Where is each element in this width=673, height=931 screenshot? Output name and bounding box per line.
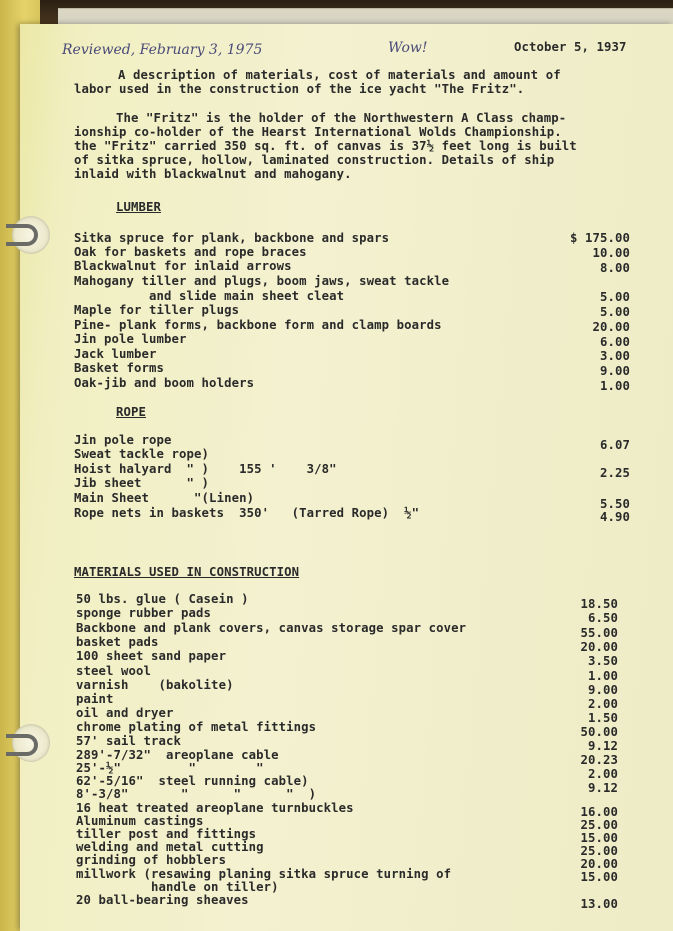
list-item-desc: welding and metal cutting [76, 840, 264, 854]
list-item-desc: 289'-7/32" areoplane cable [76, 748, 279, 762]
list-item-amount: 16.00 [580, 805, 618, 819]
list-item-amount: 13.00 [580, 897, 618, 911]
list-item-desc: Maple for tiller plugs [74, 303, 240, 317]
list-item-desc: 57' sail track [76, 734, 182, 748]
paragraph-line: ionship co-holder of the Hearst International Wolds Championship. [74, 125, 562, 139]
intro-line: labor used in the construction of the ice yacht "The Fritz". [74, 82, 525, 96]
list-item-desc: chrome plating of metal fittings [76, 720, 317, 734]
list-item-desc: Mahogany tiller and plugs, boom jaws, sweat tackle [74, 274, 450, 288]
list-item-amount: 4.90 [599, 510, 630, 524]
list-item-desc: Basket forms [74, 361, 165, 375]
paragraph-line: The "Fritz" is the holder of the Northwestern A Class champ- [116, 111, 567, 125]
list-item-amount: 20.00 [580, 857, 618, 871]
list-item-desc: Rope nets in baskets 350' (Tarred Rope) ½" [74, 506, 420, 520]
list-item-desc: 8'-3/8" " " " ) [76, 787, 317, 801]
list-item-amount: 15.00 [580, 831, 618, 845]
list-item-desc: tiller post and fittings [76, 827, 257, 841]
list-item-amount: 18.50 [580, 597, 618, 611]
list-item-amount: 9.12 [587, 739, 618, 753]
list-item-amount: 6.50 [587, 611, 618, 625]
list-item-desc: oil and dryer [76, 706, 174, 720]
list-item-amount: 8.00 [599, 261, 630, 275]
list-item-amount: 2.00 [587, 767, 618, 781]
list-item-desc: 62'-5/16" steel running cable) [76, 774, 309, 788]
list-item-desc: Jack lumber [74, 347, 157, 361]
list-item-amount: 50.00 [580, 725, 618, 739]
list-item-desc: 50 lbs. glue ( Casein ) [76, 592, 249, 606]
list-item-desc: varnish (bakolite) [76, 678, 234, 692]
list-item-desc: Jib sheet " ) [74, 476, 210, 490]
list-item-desc: and slide main sheet cleat [74, 289, 345, 303]
list-item-desc: sponge rubber pads [76, 606, 212, 620]
document-page [20, 24, 673, 931]
list-item-desc: Pine- plank forms, backbone form and clamp boards [74, 318, 442, 332]
list-item-desc: Backbone and plank covers, canvas storage spar cover [76, 621, 467, 635]
list-item-amount: 25.00 [580, 818, 618, 832]
list-item-amount: 2.25 [599, 466, 630, 480]
list-item-amount: 55.00 [580, 626, 618, 640]
list-item-amount: 9.12 [587, 781, 618, 795]
list-item-amount: 1.50 [587, 711, 618, 725]
handwritten-wow: Wow! [388, 40, 428, 56]
list-item-amount: 6.07 [599, 438, 630, 452]
list-item-desc: Jin pole rope [74, 433, 172, 447]
list-item-desc: Jin pole lumber [74, 332, 187, 346]
list-item-desc: 20 ball-bearing sheaves [76, 893, 249, 907]
intro-line: A description of materials, cost of materials and amount of [118, 68, 561, 82]
list-item-amount: 9.00 [599, 364, 630, 378]
binder-ring [6, 224, 38, 246]
document-date: October 5, 1937 [514, 40, 627, 54]
list-item-desc: steel wool [76, 664, 152, 678]
paragraph-line: of sitka spruce, hollow, laminated construction. Details of ship [74, 153, 555, 167]
list-item-amount: 5.00 [599, 290, 630, 304]
paragraph-line: inlaid with blackwalnut and mahogany. [74, 167, 352, 181]
binder-ring [6, 734, 38, 756]
list-item-desc: Main Sheet "(Linen) [74, 491, 255, 505]
list-item-desc: Hoist halyard " ) 155 ' 3/8" [74, 462, 337, 476]
list-item-desc: handle on tiller) [76, 880, 279, 894]
section-heading-lumber: LUMBER [116, 200, 162, 214]
list-item-desc: Sweat tackle rope) [74, 447, 210, 461]
list-item-desc: Sitka spruce for plank, backbone and spars [74, 231, 390, 245]
list-item-amount: 5.00 [599, 305, 630, 319]
list-item-desc: Oak-jib and boom holders [74, 376, 255, 390]
list-item-amount: $ 175.00 [569, 231, 630, 245]
list-item-desc: grinding of hobblers [76, 853, 227, 867]
list-item-desc: 100 sheet sand paper [76, 649, 227, 663]
section-heading-rope: ROPE [116, 405, 147, 419]
section-heading-materials: MATERIALS USED IN CONSTRUCTION [74, 565, 300, 579]
list-item-desc: Blackwalnut for inlaid arrows [74, 259, 292, 273]
list-item-amount: 9.00 [587, 683, 618, 697]
list-item-desc: Oak for baskets and rope braces [74, 245, 307, 259]
list-item-amount: 1.00 [599, 379, 630, 393]
paragraph-line: the "Fritz" carried 350 sq. ft. of canvas is 37½ feet long is built [74, 139, 577, 153]
list-item-desc: 25'-½" " " [76, 761, 264, 775]
list-item-desc: basket pads [76, 635, 159, 649]
list-item-amount: 25.00 [580, 844, 618, 858]
list-item-amount: 6.00 [599, 335, 630, 349]
list-item-desc: millwork (resawing planing sitka spruce turning of [76, 867, 452, 881]
list-item-desc: 16 heat treated areoplane turnbuckles [76, 801, 354, 815]
list-item-amount: 20.00 [592, 320, 630, 334]
list-item-amount: 2.00 [587, 697, 618, 711]
list-item-amount: 5.50 [599, 497, 630, 511]
list-item-desc: paint [76, 692, 114, 706]
handwritten-review-note: Reviewed, February 3, 1975 [62, 42, 263, 58]
list-item-amount: 10.00 [592, 246, 630, 260]
list-item-desc: Aluminum castings [76, 814, 204, 828]
list-item-amount: 20.23 [580, 753, 618, 767]
list-item-amount: 1.00 [587, 669, 618, 683]
list-item-amount: 15.00 [580, 870, 618, 884]
list-item-amount: 20.00 [580, 640, 618, 654]
list-item-amount: 3.00 [599, 349, 630, 363]
list-item-amount: 3.50 [587, 654, 618, 668]
